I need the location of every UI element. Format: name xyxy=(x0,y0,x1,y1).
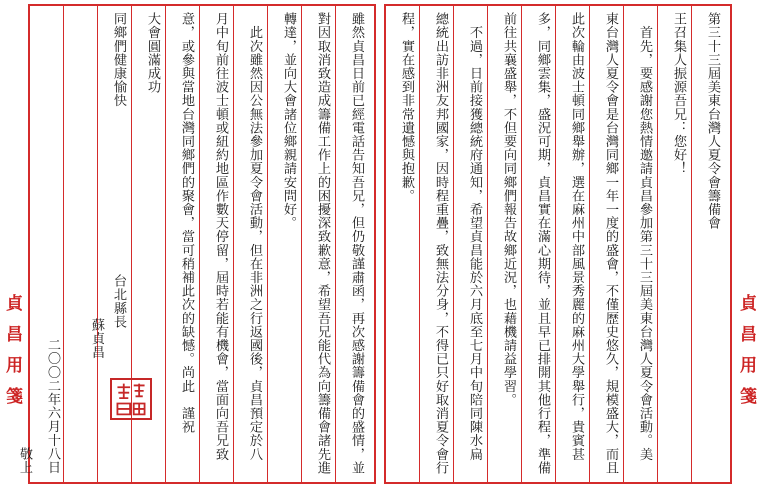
letter-line: 程，實在感到非常遺憾與抱歉。 xyxy=(399,12,414,203)
ruled-line xyxy=(487,6,488,482)
ruled-line xyxy=(521,6,522,482)
letter-line: 轉達，並向大會諸位鄉親請安問好。 xyxy=(281,12,296,230)
letter-frame xyxy=(17,4,376,484)
letter-line: 東台灣人夏令會是台灣同鄉一年一度的盛會，不僅歷史悠久，規模盛大，而且 xyxy=(603,12,618,475)
letter-line: 多，同鄉雲集，盛況可期，貞昌實在滿心期待，並且早已排開其他行程，準備 xyxy=(535,12,550,475)
addressee-organization: 第三十三屆美東台灣人夏令會籌備會 xyxy=(705,12,720,230)
letter-line: 總統出訪非洲友邦國家，因時程重疊，致無法分身，不得已只好取消夏令會行 xyxy=(433,12,448,475)
ruled-line xyxy=(199,6,200,482)
ruled-line xyxy=(555,6,556,482)
ruled-line xyxy=(419,6,420,482)
letter-line: 不過，日前接獲總統府通知，希望貞昌能於六月底至七月中旬陪同陳水扁 xyxy=(467,12,482,461)
closing-wish-line: 同鄉們健康愉快 xyxy=(111,12,126,108)
letter-line: 對因取消致造成籌備工作上的困擾深致歉意，希望吾兄能代為向籌備會諸先進 xyxy=(315,12,330,475)
seal-stamp xyxy=(110,378,152,420)
ruled-line xyxy=(589,6,590,482)
letter-line: 此次輪由波士頓同鄉舉辦，選在麻州中部風景秀麗的麻州大學舉行，貴賓甚 xyxy=(569,12,584,461)
closing-salutation: 敬上 xyxy=(17,446,32,474)
letter-page-1 xyxy=(380,0,760,488)
signer-name: 蘇貞昌 xyxy=(89,318,104,359)
letter-line: 前往共襄盛舉，不但要向同鄉們報告故鄉近況，也藉機請益學習。 xyxy=(501,12,516,407)
ruled-line xyxy=(63,6,64,482)
ruled-line xyxy=(691,6,692,482)
letter-line: 首先，要感謝您熱情邀請貞昌參加第三十三屆美東台灣人夏令會活動。美 xyxy=(637,12,652,461)
ruled-line xyxy=(335,6,336,482)
letter-date: 二〇〇二年六月十八日 xyxy=(45,338,60,474)
closing-wish-line: 大會圓滿成功 xyxy=(145,12,160,94)
ruled-line xyxy=(657,6,658,482)
letter-frame xyxy=(384,4,732,484)
letter-line: 此次雖然因公無法參加夏令會活動，但在非洲之行返國後，貞昌預定於八 xyxy=(247,12,262,461)
ruled-line xyxy=(301,6,302,482)
ruled-line xyxy=(233,6,234,482)
ruled-line xyxy=(267,6,268,482)
stationery-mark: 貞昌用箋 xyxy=(736,294,756,418)
salutation: 王召集人振源吾兄：您好！ xyxy=(671,12,686,176)
ruled-line xyxy=(165,6,166,482)
letter-line: 月中旬前往波士頓或紐約地區作數天停留，屆時若能有機會，當面向吾兄致 xyxy=(213,12,228,461)
ruled-line xyxy=(97,6,98,482)
stationery-mark: 貞昌用箋 xyxy=(2,294,22,418)
letter-line: 雖然貞昌日前已經電話告知吾兄，但仍敬謹肅函，再次感謝籌備會的盛情，並 xyxy=(349,12,364,475)
letter-line: 意，或參與當地台灣同鄉們的聚會，當可稍補此次的缺憾。尚此 謹祝 xyxy=(179,12,194,434)
signer-title: 台北縣長 xyxy=(111,274,126,329)
ruled-line xyxy=(623,6,624,482)
ruled-line xyxy=(453,6,454,482)
